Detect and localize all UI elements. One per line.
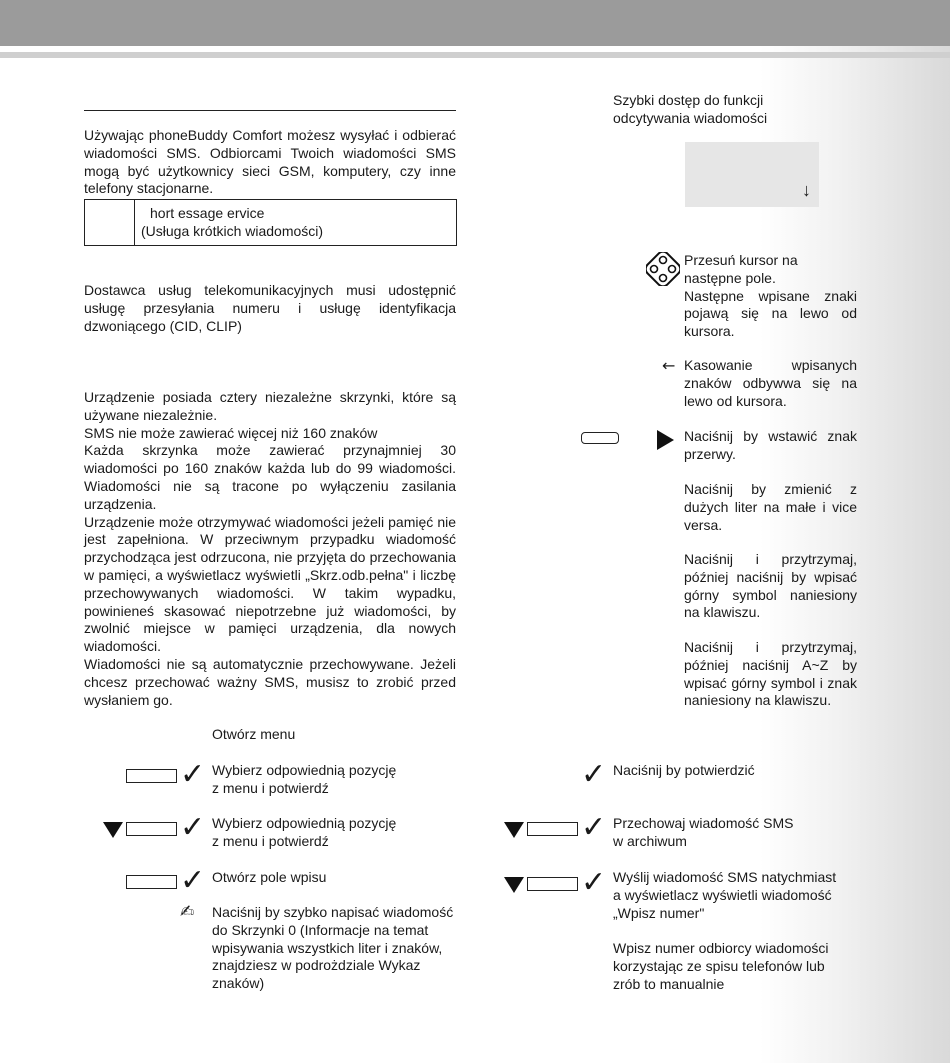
mailbox-p3: Każda skrzynka może zawierać przynajmniej 30 wiadomości po 160 znaków każda lub do 99 wiadomości. Wiadomości nie są tracone po wyłączeniu zasilania urządzenia. <box>84 442 456 512</box>
provider-paragraph: Dostawca usług telekomunikacyjnych musi udostępnić usługę przesyłania numeru i usługę identyfikacja dzwoniącego (CID, CLIP) <box>84 282 456 334</box>
menu-key[interactable] <box>126 769 177 783</box>
header-stripe <box>0 52 950 58</box>
pause-instruction: Naciśnij by wstawić znak przerwy. <box>684 428 857 462</box>
down-triangle-icon <box>504 877 524 893</box>
sms-box-line2: (Usługa krótkich wiadomości) <box>141 223 324 239</box>
step-open-input: Otwórz pole wpisu <box>212 869 327 885</box>
left-arrow-icon: ← <box>662 356 676 375</box>
check-icon: ✓ <box>581 810 607 845</box>
cursor-instruction: Przesuń kursor na następne pole. Następne wpisane znaki pojawą się na lewo od kursora. <box>684 252 857 340</box>
down-triangle-icon <box>504 822 524 838</box>
navigation-pad-icon[interactable] <box>646 252 680 286</box>
mailbox-section <box>84 389 456 709</box>
sms-box-divider <box>134 200 135 245</box>
mailbox-p5: Wiadomości nie są automatycznie przechowywane. Jeżeli chcesz przechować ważny SMS, musisz to zrobić przed wysłaniem go. <box>84 655 456 708</box>
delete-instruction: Kasowanie wpisanych znaków odbywwa się na lewo od kursora. <box>684 357 857 409</box>
sms-definition-box <box>84 199 457 246</box>
intro-paragraph: Używając phoneBuddy Comfort możesz wysyłać i odbierać wiadomości SMS. Odbiorcami Twoich wiadomości SMS mogą być użytkownicy sieci GSM, komputery, czy inne telefony stacjonarne. <box>84 127 456 197</box>
step-open-menu: Otwórz menu <box>212 726 296 742</box>
check-icon: ✓ <box>581 865 607 900</box>
quick-access-caption: Szybki dostęp do funkcji odcytywania wiadomości <box>613 92 768 126</box>
header-bar <box>0 0 950 46</box>
section-rule <box>84 110 456 111</box>
step-enter-number: Wpisz numer odbiorcy wiadomości korzystając ze spisu telefonów lub zrób to manualnie <box>613 940 829 992</box>
step-send: Wyślij wiadomość SMS natychmiast a wyświetlacz wyświetli wiadomość „Wpisz numer" <box>613 869 837 921</box>
pause-key[interactable] <box>581 432 619 444</box>
mailbox-p2: SMS nie może zawierać więcej niż 160 znaków <box>84 424 378 441</box>
mailbox-p4: Urządzenie może otrzymywać wiadomości jeżeli pamięć nie jest zapełniona. W przeciwnym przypadku wiadomość przychodząca jest odrzucona, nie przyjęta do przechowania w pamięci, a wyświetlacz wyświetli „Skrz.odb.pełna" i liczbę przechowywanych wiadomości. W takim wypadku, powinieneś skasować niepotrzebne już wiadomości, by zwolnić miejsce w pamięci urządzenia, dla nowych wiadomości. <box>84 513 456 655</box>
step-select-1: Wybierz odpowiednią pozycję z menu i potwierdź <box>212 762 397 796</box>
pencil-icon: ✍ <box>180 902 195 922</box>
sms-box-line1: hort essage ervice <box>150 205 265 221</box>
check-icon: ✓ <box>180 757 206 792</box>
right-triangle-icon <box>657 430 674 450</box>
input-key[interactable] <box>126 875 177 889</box>
mailbox-p1: Urządzenie posiada cztery niezależne skrzynki, które są używane niezależnie. <box>84 389 456 423</box>
step-confirm: Naciśnij by potwierdzić <box>613 762 755 778</box>
down-triangle-icon <box>103 822 123 838</box>
step-store: Przechowaj wiadomość SMS w archiwum <box>613 815 794 849</box>
step-quick-write: Naciśnij by szybko napisać wiadomość do Skrzynki 0 (Informacje na temat wpisywania wszystkich liter i znaków, znajdziesz w podrożdziale Wykaz znaków) <box>212 904 454 992</box>
send-key[interactable] <box>527 877 578 891</box>
check-icon: ✓ <box>581 757 607 792</box>
check-icon: ✓ <box>180 810 206 845</box>
select-key[interactable] <box>126 822 177 836</box>
step-select-2: Wybierz odpowiednią pozycję z menu i potwierdź <box>212 815 397 849</box>
case-instruction: Naciśnij by zmienić z dużych liter na małe i vice versa. <box>684 481 857 533</box>
down-arrow-icon: ↓ <box>802 180 811 200</box>
az-instruction: Naciśnij i przytrzymaj, później naciśnij A~Z by wpisać górny symbol i znak naniesiony na klawiszu. <box>684 639 857 709</box>
upper-symbol-instruction: Naciśnij i przytrzymaj, później naciśnij by wpisać górny symbol naniesiony na klawiszu. <box>684 551 857 621</box>
check-icon: ✓ <box>180 863 206 898</box>
lcd-display <box>685 142 819 207</box>
store-key[interactable] <box>527 822 578 836</box>
